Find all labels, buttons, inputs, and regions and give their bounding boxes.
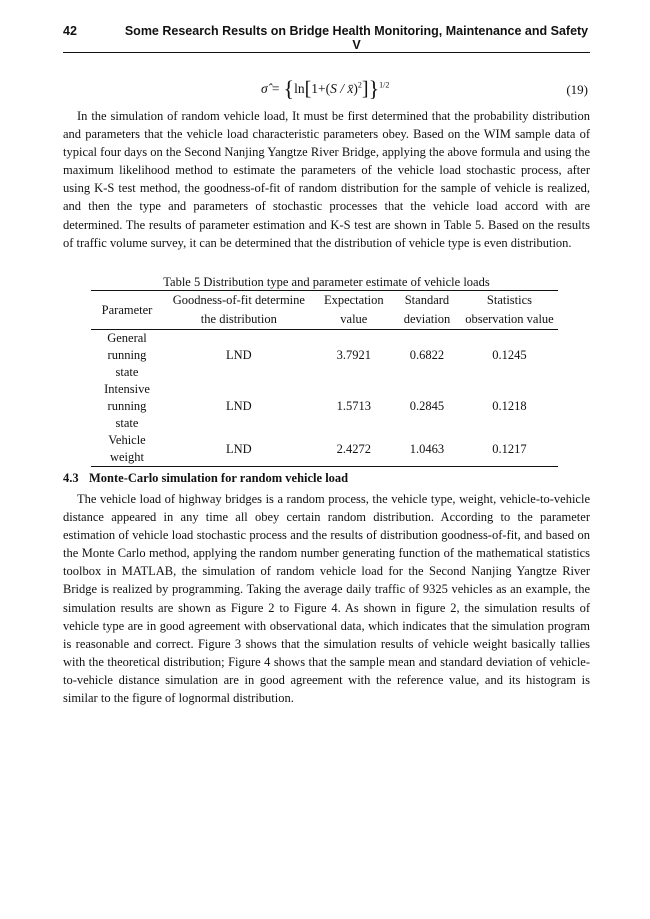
equation-power: 2	[357, 80, 362, 90]
header-statistic-line2: observation value	[461, 310, 558, 330]
header-rule	[63, 52, 590, 53]
equation-inner-one: 1+	[311, 81, 326, 96]
table-row	[91, 381, 558, 432]
header-std-line1: Standard	[393, 291, 461, 311]
section-number: 4.3	[63, 471, 79, 485]
row-parameter-line: state	[115, 365, 139, 379]
table-row	[91, 330, 558, 382]
row-distribution: LND	[163, 432, 315, 467]
row-parameter-line: General	[107, 331, 147, 345]
header-title: Some Research Results on Bridge Health Monitoring, Maintenance and Safety V	[124, 24, 589, 52]
row-parameter	[91, 381, 163, 432]
row-parameter-line: running	[107, 399, 147, 413]
row-statistic: 0.1245	[492, 348, 527, 362]
table-row	[91, 432, 558, 467]
row-expectation: 1.5713	[336, 399, 371, 413]
page-number: 42	[63, 24, 77, 38]
running-header	[63, 20, 590, 54]
header-expectation-line1: Expectation	[315, 291, 393, 311]
row-std: 0.2845	[409, 399, 445, 413]
row-statistic: 0.1218	[492, 399, 527, 413]
equation-number: (19)	[566, 82, 588, 97]
header-gof-line1: Goodness-of-fit determine	[163, 291, 315, 311]
table-caption: Table 5 Distribution type and parameter estimate of vehicle loads	[163, 275, 490, 289]
equation-ln: ln	[294, 81, 305, 96]
row-parameter	[91, 330, 163, 382]
row-std: 1.0463	[393, 432, 461, 467]
row-distribution: LND	[225, 348, 252, 362]
section-heading	[63, 471, 590, 485]
row-parameter-line: state	[115, 416, 139, 430]
row-std: 0.6822	[409, 348, 445, 362]
section-title: Monte-Carlo simulation for random vehicle load	[89, 471, 349, 485]
equation-19	[63, 70, 590, 104]
row-expectation: 2.4272	[315, 432, 393, 467]
row-parameter-line: Intensive	[104, 382, 150, 396]
header-expectation-line2: value	[315, 310, 393, 330]
row-expectation: 3.7921	[336, 348, 371, 362]
row-statistic: 0.1217	[461, 432, 558, 467]
row-parameter-line: weight	[109, 450, 145, 464]
row-distribution: LND	[225, 399, 252, 413]
equation-formula: σ̂ = {ln[1+(S / x̄)$^2$]}$^{1/2}$	[261, 76, 390, 101]
header-gof-line2: the distribution	[163, 310, 315, 330]
row-parameter	[91, 432, 163, 467]
equation-ratio: S / x̄	[330, 81, 354, 96]
paragraph-monte-carlo: The vehicle load of highway bridges is a random process, the vehicle type, weight, vehicle-to-vehicle distance appeared in any time all obey certain random distribution. According to the parameter estimation of vehicle load stochastic process and the results of distribution goodness-of-fit, and based on the Monte Carlo method, applying the random number generating function of the mathematical statistics toolbox in MATLAB, the simulation of random vehicle load for the Second Nanjing Yangtze River Bridge is realized by programming. Taking the average daily traffic of 9325 vehicles as an example, the simulation results are shown as Figure 2 to Figure 4. As shown in figure 2, the simulation results of vehicle type are in good agreement with observational data, which indicates that the simulation program is reasonable and correct. Figure 3 shows that the simulation results of vehicle weight basically tallies with the theoretical distribution; Figure 4 shows that the sample mean and standard deviation of vehicle-to-vehicle distance simulation are in good agreement with the reference value, and its histogram is similar to the figure of lognormal distribution.	[63, 492, 590, 706]
distribution-table	[91, 290, 558, 467]
header-statistic-line1: Statistics	[461, 291, 558, 311]
equation-lhs: σ̂ =	[261, 81, 281, 96]
header-parameter: Parameter	[91, 291, 163, 330]
table-header-row	[91, 291, 558, 311]
equation-outer-power: 1/2	[379, 80, 390, 90]
header-std-line2: deviation	[393, 310, 461, 330]
paragraph-simulation-intro: In the simulation of random vehicle load, It must be first determined that the probability distribution and parameters that the vehicle load characteristic parameters obey. Based on the WIM sample data of typical four days on the Second Nanjing Yangtze River Bridge, applying the above formula and using the maximum likelihood method to estimate the parameters of the vehicle load stochastic process, after using K-S test method, the goodness-of-fit of random distribution for the sample of vehicle is realized, and then the type and parameters of stochastic processes that the vehicle load accord with are determined. The results of parameter estimation and K-S test are shown in Table 5. Based on the results of traffic volume survey, it can be determined that the distribution of vehicle type is even distribution.	[63, 109, 590, 250]
row-parameter-line: Vehicle	[108, 433, 146, 447]
row-parameter-line: running	[107, 348, 147, 362]
